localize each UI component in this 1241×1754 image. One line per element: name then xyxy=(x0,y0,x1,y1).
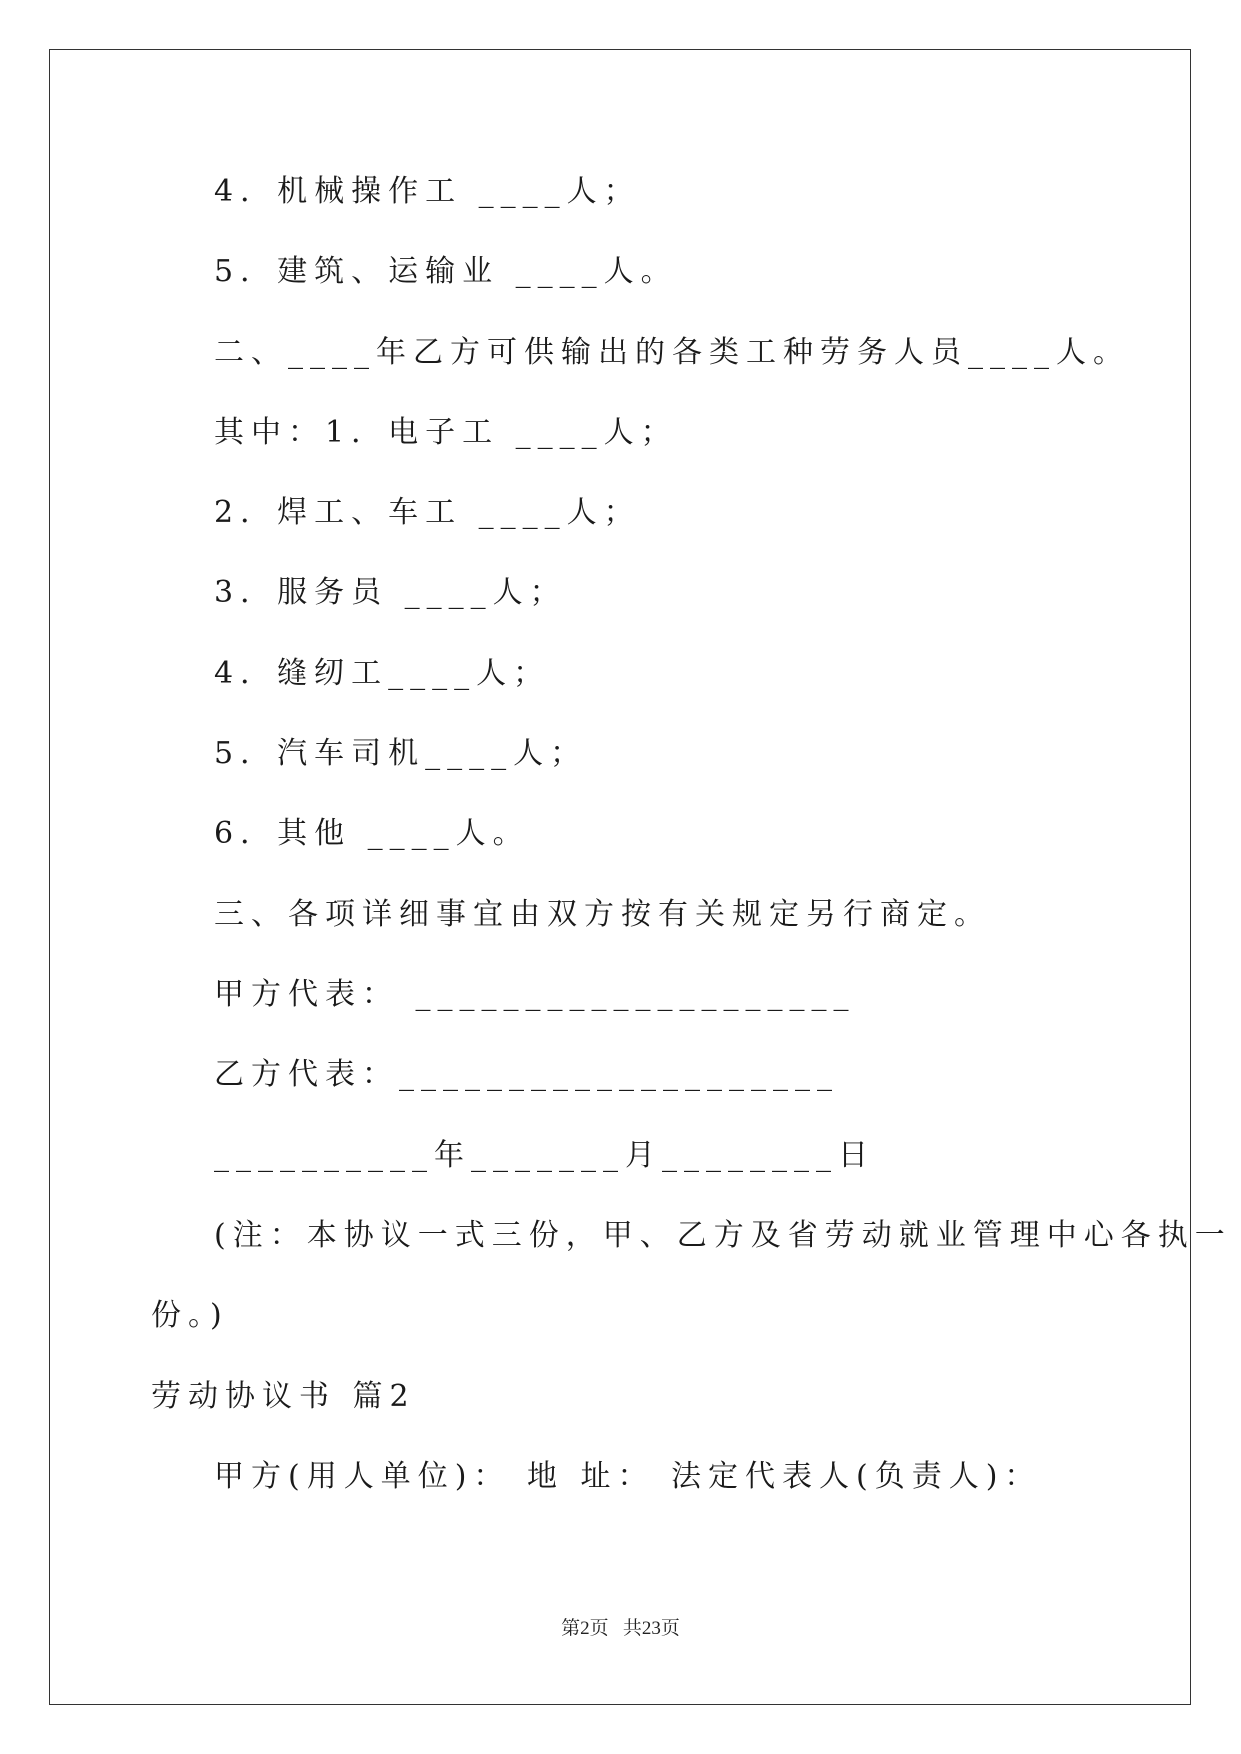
date-line: __________年_______月________日 xyxy=(214,1138,875,1173)
item-other: 6．其他 ____人。 xyxy=(214,816,530,851)
page-indicator: 第2页 共23页 xyxy=(561,1618,680,1639)
section-heading-article-2: 劳动协议书 篇2 xyxy=(151,1379,416,1414)
section-three: 三、各项详细事宜由双方按有关规定另行商定。 xyxy=(214,897,991,932)
item-welder-lathe: 2．焊工、车工 ____人； xyxy=(214,495,641,530)
section-two-heading: 二、____年乙方可供输出的各类工种劳务人员____人。 xyxy=(214,335,1130,370)
item-machine-operator: 4．机械操作工 ____人； xyxy=(214,174,641,209)
item-service-staff: 3．服务员 ____人； xyxy=(214,575,567,610)
note-line-2: 份。) xyxy=(151,1298,229,1333)
item-construction-transport: 5．建筑、运输业 ____人。 xyxy=(214,254,678,289)
item-driver: 5．汽车司机____人； xyxy=(214,736,588,771)
party-a-representative: 甲方代表： ____________________ xyxy=(214,977,856,1012)
item-electronics-worker: 其中：1．电子工 ____人； xyxy=(214,415,678,450)
party-a-employer-line: 甲方(用人单位)： 地 址： 法定代表人(负责人)： xyxy=(214,1459,1042,1494)
note-line-1: (注：本协议一式三份，甲、乙方及省劳动就业管理中心各执一 xyxy=(214,1218,1232,1253)
item-sewing-worker: 4．缝纫工____人； xyxy=(214,656,551,691)
party-b-representative: 乙方代表：____________________ xyxy=(214,1057,839,1092)
